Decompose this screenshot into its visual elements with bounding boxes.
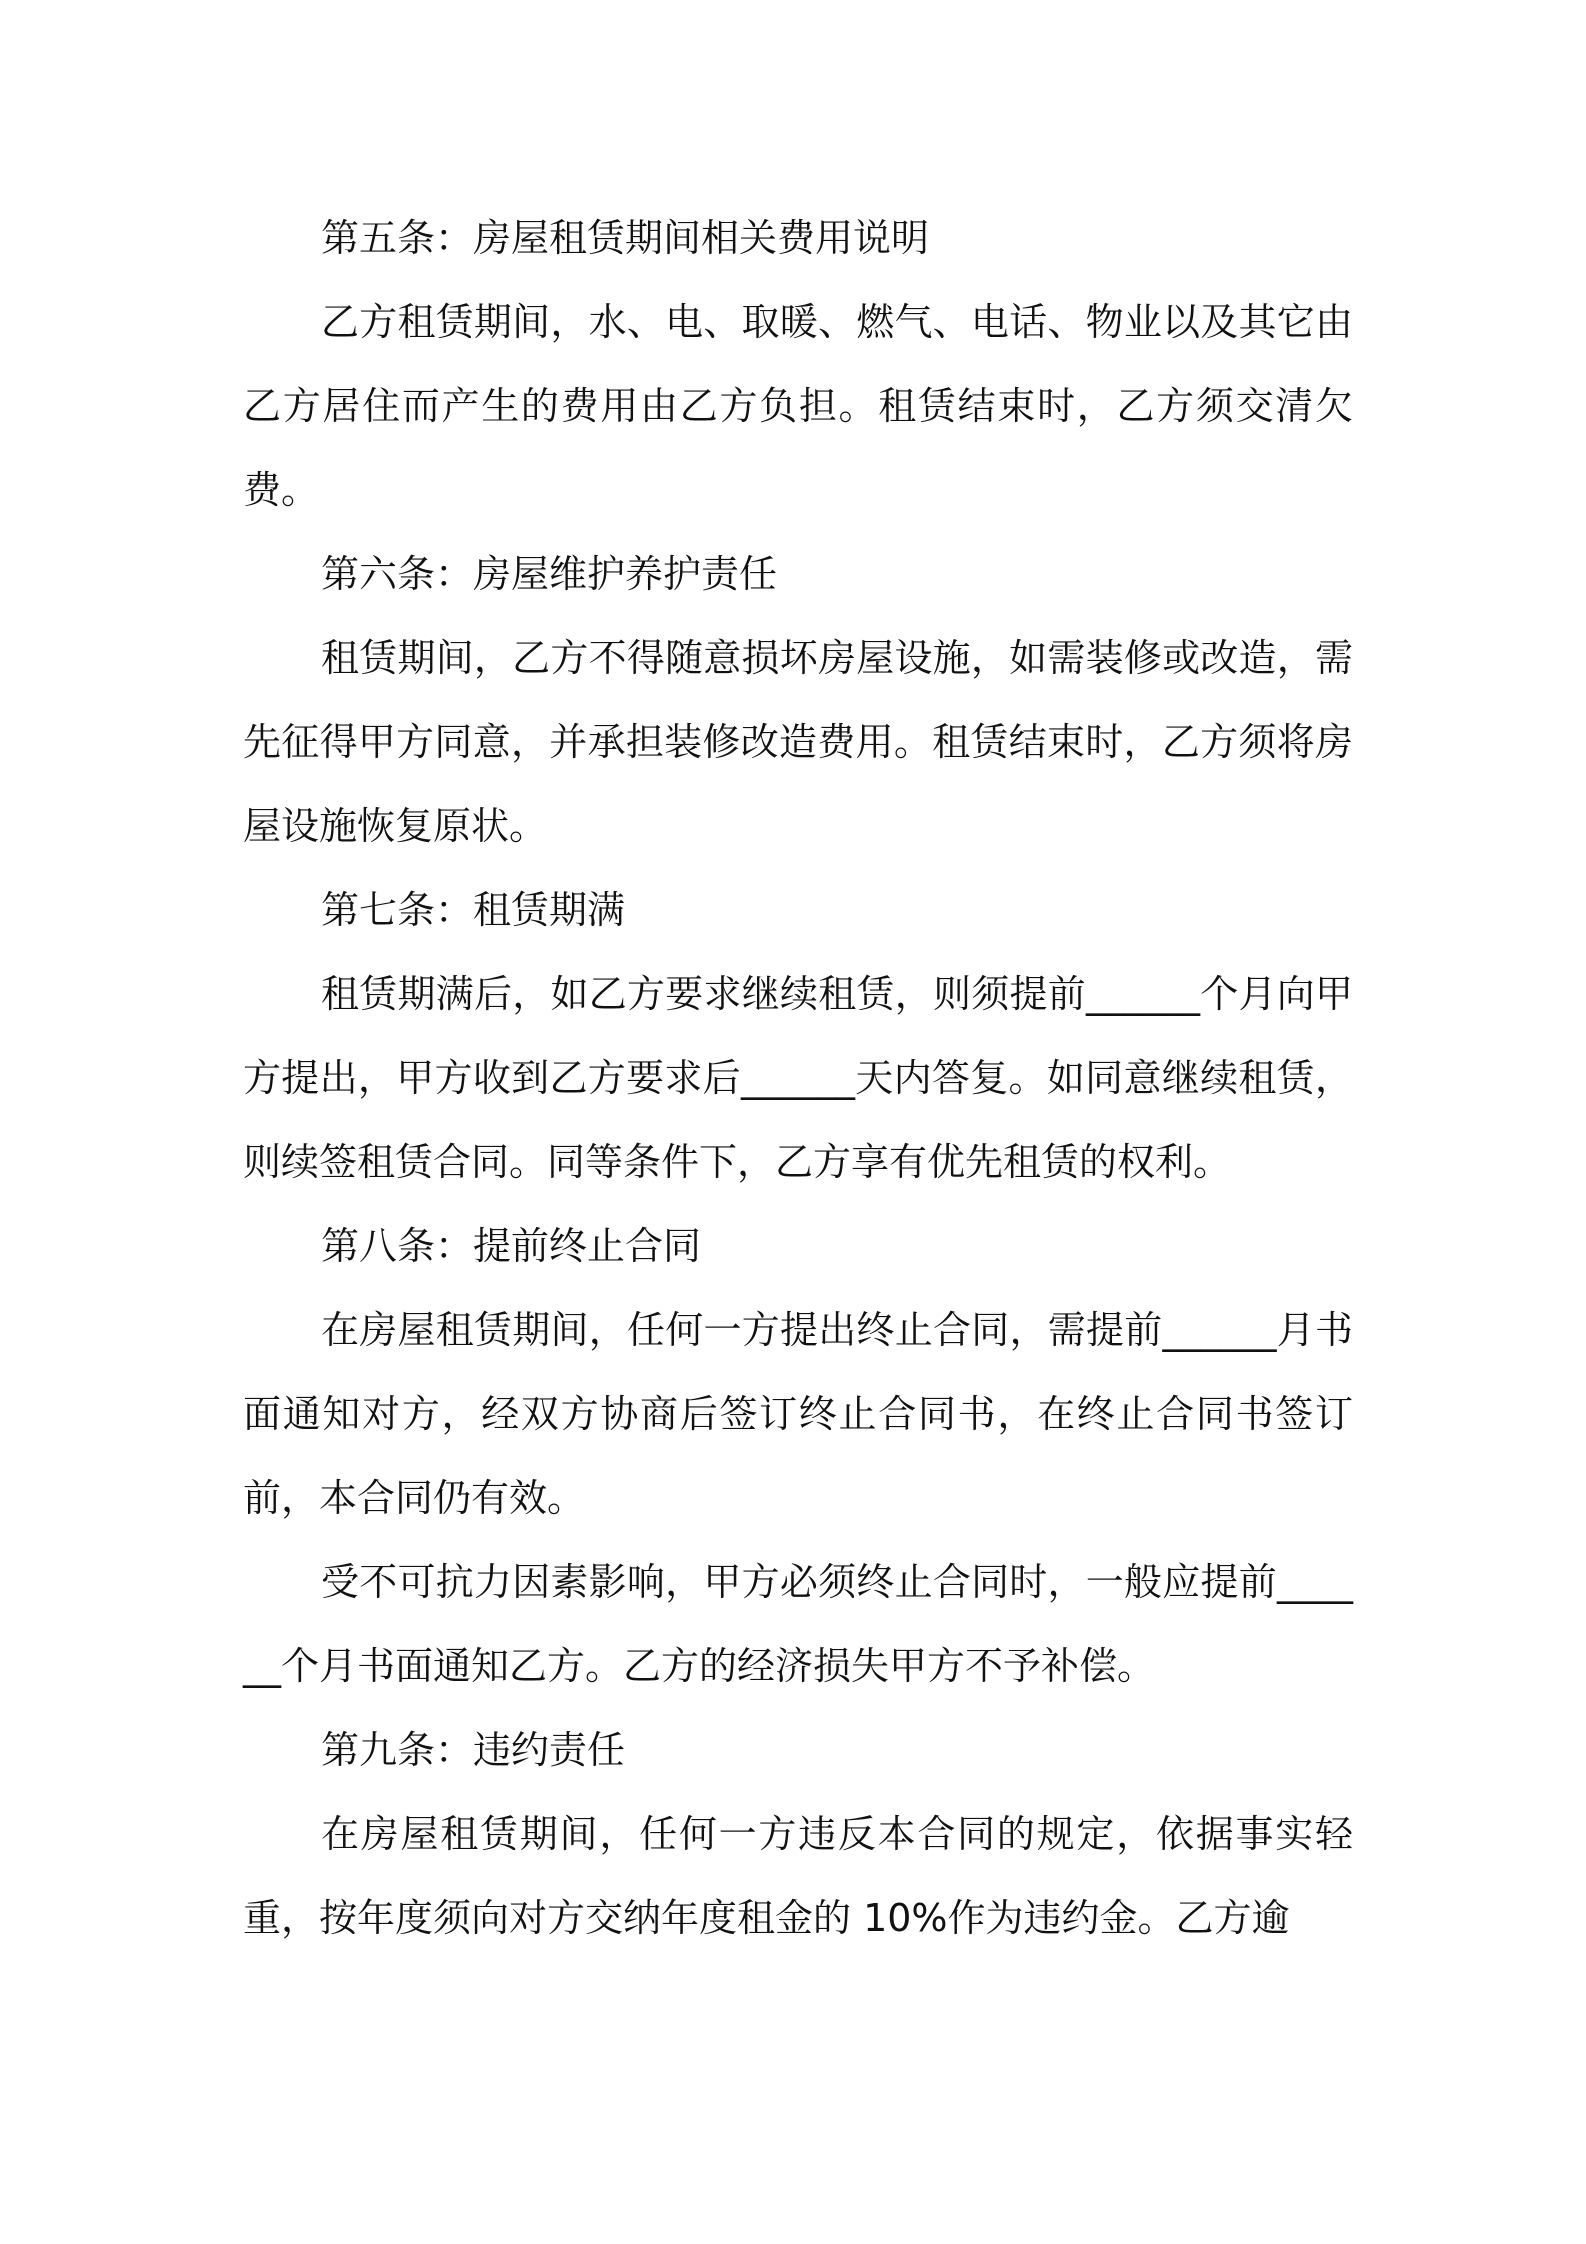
article-5	[243, 196, 1353, 532]
article-heading: 第七条：租赁期满	[321, 888, 626, 932]
article-7	[243, 868, 1353, 1204]
article-heading: 第九条：违约责任	[321, 1728, 626, 1772]
article-paragraph: 在房屋租赁期间，任何一方提出终止合同，需提前______月书面通知对方，经双方协商后签订终止合同书，在终止合同书签订前，本合同仍有效。	[243, 1308, 1353, 1520]
article-paragraph: 租赁期间，乙方不得随意损坏房屋设施，如需装修或改造，需先征得甲方同意，并承担装修改造费用。租赁结束时，乙方须将房屋设施恢复原状。	[243, 636, 1353, 848]
article-heading: 第五条：房屋租赁期间相关费用说明	[321, 216, 930, 260]
article-paragraph: 受不可抗力因素影响，甲方必须终止合同时，一般应提前______个月书面通知乙方。乙方的经济损失甲方不予补偿。	[243, 1560, 1353, 1688]
article-6	[243, 532, 1353, 868]
article-heading: 第六条：房屋维护养护责任	[321, 552, 778, 596]
contract-page	[243, 196, 1353, 1960]
article-paragraph: 在房屋租赁期间，任何一方违反本合同的规定，依据事实轻重，按年度须向对方交纳年度租金的 10%作为违约金。乙方逾	[243, 1812, 1353, 1940]
article-8	[243, 1204, 1353, 1708]
article-paragraph: 乙方租赁期间，水、电、取暖、燃气、电话、物业以及其它由乙方居住而产生的费用由乙方负担。租赁结束时，乙方须交清欠费。	[243, 300, 1353, 512]
article-paragraph: 租赁期满后，如乙方要求继续租赁，则须提前______个月向甲方提出，甲方收到乙方要求后______天内答复。如同意继续租赁，则续签租赁合同。同等条件下，乙方享有优先租赁的权利。	[243, 972, 1353, 1184]
article-9	[243, 1708, 1353, 1960]
article-heading: 第八条：提前终止合同	[321, 1224, 702, 1268]
